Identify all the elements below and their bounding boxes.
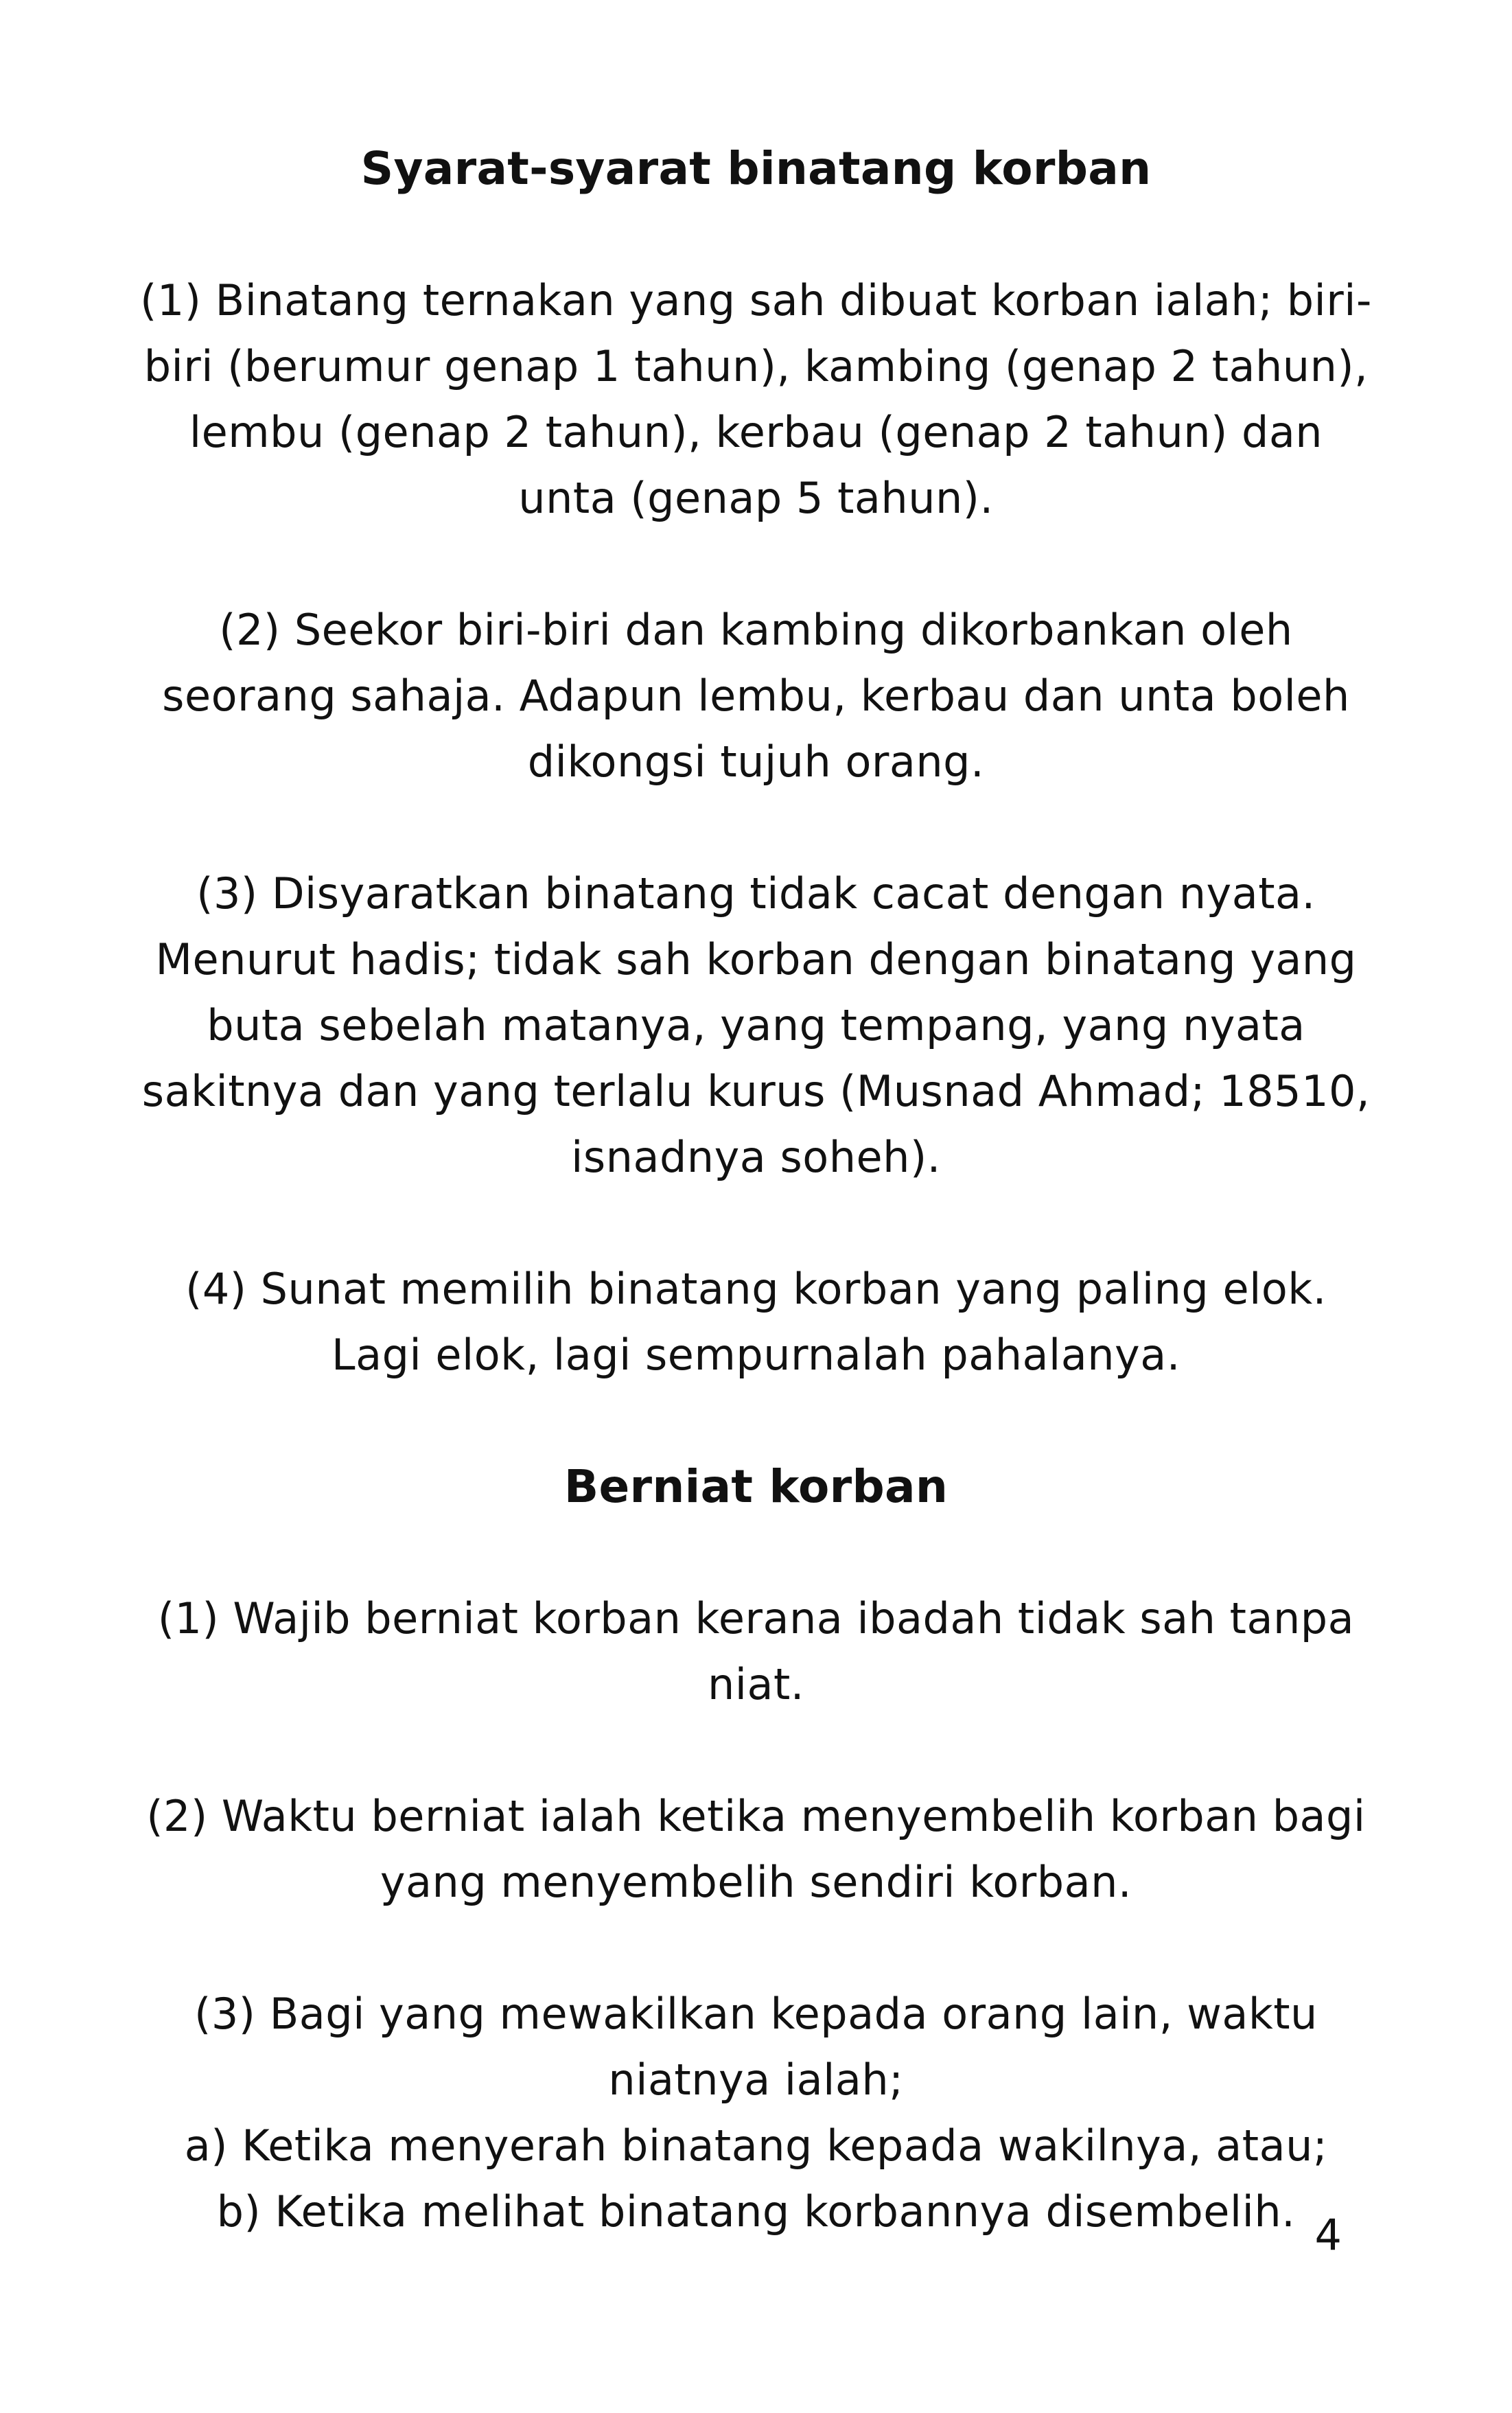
paragraph-syarat-3: (3) Disyaratkan binatang tidak cacat dengan nyata. Menurut hadis; tidak sah korban dengan binatang yang buta sebelah matanya, yang tempang, yang nyata sakitnya dan yang terlalu kurus (Musnad Ahmad; 18510, isnadnya soheh). <box>141 868 1371 1182</box>
section-heading-niat: Berniat korban <box>563 1460 949 1513</box>
paragraph-syarat-4: (4) Sunat memilih binatang korban yang paling elok. Lagi elok, lagi sempurnalah pahalanya. <box>185 1264 1327 1380</box>
section-heading-syarat: Syarat-syarat binatang korban <box>360 142 1152 195</box>
paragraph-niat-3-intro: (3) Bagi yang mewakilkan kepada orang lain, waktu niatnya ialah; <box>194 1989 1318 2105</box>
paragraph-niat-3-option-b: b) Ketika melihat binatang korbannya disembelih. <box>216 2186 1296 2237</box>
page-number: 4 <box>1314 2210 1342 2260</box>
paragraph-niat-2: (2) Waktu berniat ialah ketika menyembelih korban bagi yang menyembelih sendiri korban. <box>146 1791 1366 1907</box>
paragraph-niat-1: (1) Wajib berniat korban kerana ibadah tidak sah tanpa niat. <box>157 1593 1355 1709</box>
page-content <box>137 136 1375 2245</box>
paragraph-syarat-2: (2) Seekor biri-biri dan kambing dikorbankan oleh seorang sahaja. Adapun lembu, kerbau dan unta boleh dikongsi tujuh orang. <box>162 605 1350 787</box>
paragraph-niat-3-option-a: a) Ketika menyerah binatang kepada wakilnya, atau; <box>184 2121 1328 2171</box>
paragraph-syarat-1: (1) Binatang ternakan yang sah dibuat korban ialah; biri-biri (berumur genap 1 tahun), kambing (genap 2 tahun), lembu (genap 2 tahun), kerbau (genap 2 tahun) dan unta (genap 5 tahun). <box>140 275 1372 523</box>
paragraph-niat-3 <box>137 1981 1375 2245</box>
